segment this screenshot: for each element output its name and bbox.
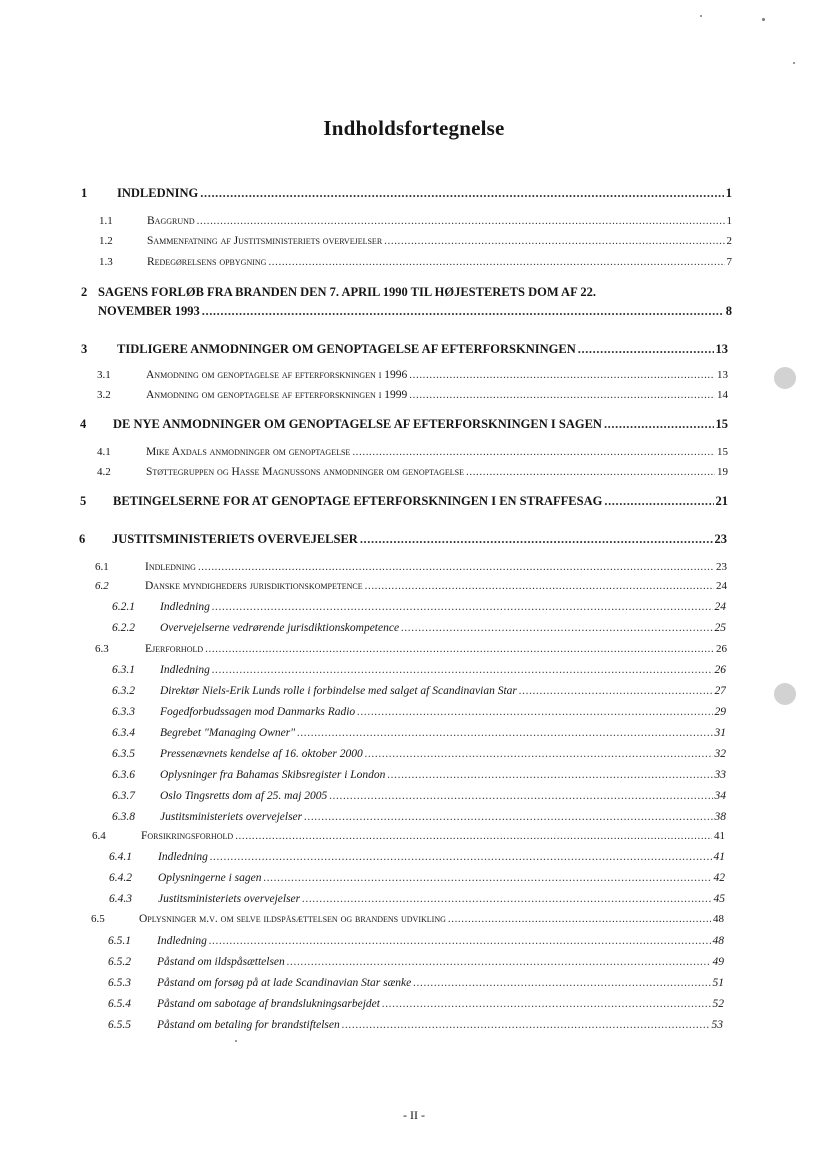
scan-speck	[793, 62, 795, 64]
toc-page: 1	[726, 215, 732, 227]
toc-page: 41	[714, 830, 725, 842]
toc-page: 25	[714, 622, 726, 634]
toc-page: 41	[713, 851, 725, 863]
leader-dots	[409, 389, 715, 401]
leader-dots	[578, 342, 714, 357]
toc-label: Justitsministeriets overvejelser	[158, 893, 301, 905]
toc-entry[interactable]	[160, 769, 726, 781]
toc-entry[interactable]	[117, 186, 732, 201]
toc-entry[interactable]	[146, 369, 728, 381]
toc-label-continuation: NOVEMBER 1993	[98, 304, 200, 318]
leader-dots	[519, 685, 713, 697]
toc-page: 33	[714, 769, 726, 781]
leader-dots	[198, 561, 714, 573]
toc-number: 1.3	[99, 256, 113, 268]
toc-entry[interactable]	[157, 956, 724, 968]
toc-entry[interactable]	[147, 256, 732, 268]
toc-label: Redegørelsens opbygning	[147, 256, 267, 268]
toc-label: Justitsministeriets overvejelser	[160, 811, 303, 823]
toc-page: 24	[714, 601, 726, 613]
toc-entry[interactable]	[160, 790, 726, 802]
toc-page: 48	[713, 913, 724, 925]
toc-label: Indledning	[160, 601, 210, 613]
scan-speck	[235, 1040, 237, 1042]
toc-entry[interactable]	[145, 561, 727, 573]
toc-label: Sammenfatning af Justitsministeriets overvejelser	[147, 235, 383, 247]
toc-number: 6.4.3	[109, 893, 132, 905]
toc-label: Oplysningerne i sagen	[158, 872, 262, 884]
toc-label: DE NYE ANMODNINGER OM GENOPTAGELSE AF EFTERFORSKNINGEN I SAGEN	[113, 417, 602, 431]
punch-hole-mark	[774, 367, 796, 389]
toc-label: Danske myndigheders jurisdiktionskompetence	[145, 580, 363, 592]
toc-page: 26	[716, 643, 727, 655]
leader-dots	[604, 417, 714, 432]
toc-number: 6.5.5	[108, 1019, 131, 1031]
toc-number: 1.2	[99, 235, 113, 247]
toc-entry[interactable]	[160, 664, 726, 676]
toc-page: 48	[712, 935, 724, 947]
toc-label: Indledning	[158, 851, 208, 863]
toc-label: Fogedforbudssagen mod Danmarks Radio	[160, 706, 356, 718]
toc-number: 6.3.7	[112, 790, 135, 802]
toc-entry[interactable]	[139, 913, 724, 925]
toc-entry[interactable]	[147, 235, 732, 247]
toc-page: 49	[712, 956, 724, 968]
toc-entry[interactable]	[160, 601, 726, 613]
toc-label: Anmodning om genoptagelse af efterforskningen i 1996	[146, 369, 408, 381]
toc-number: 3.2	[97, 389, 111, 401]
toc-page: 52	[712, 998, 724, 1010]
toc-label: TIDLIGERE ANMODNINGER OM GENOPTAGELSE AF EFTERFORSKNINGEN	[117, 342, 576, 356]
toc-label: Begrebet "Managing Owner"	[160, 727, 296, 739]
toc-page: 45	[713, 893, 725, 905]
leader-dots	[360, 532, 713, 547]
toc-label: INDLEDNING	[117, 186, 199, 200]
toc-number: 2	[81, 285, 88, 299]
toc-page: 23	[714, 532, 727, 546]
leader-dots	[401, 622, 712, 634]
scan-speck	[762, 18, 765, 21]
toc-label: Pressenævnets kendelse af 16. oktober 2000	[160, 748, 363, 760]
toc-page: 15	[715, 417, 728, 431]
toc-label: Anmodning om genoptagelse af efterforskningen i 1999	[146, 389, 408, 401]
toc-page: 7	[726, 256, 732, 268]
toc-label: Påstand om forsøg på at lade Scandinavian Star sænke	[157, 977, 412, 989]
toc-number: 6.4.1	[109, 851, 132, 863]
leader-dots	[235, 830, 712, 842]
toc-number: 4	[80, 417, 87, 431]
toc-entry[interactable]	[141, 830, 725, 842]
toc-entry[interactable]	[160, 706, 726, 718]
toc-page: 51	[712, 977, 724, 989]
toc-label: Ejerforhold	[145, 643, 204, 655]
toc-label: Overvejelserne vedrørende jurisdiktionskompetence	[160, 622, 400, 634]
toc-label: Direktør Niels-Erik Lunds rolle i forbindelse med salget af Scandinavian Star	[160, 685, 517, 697]
toc-label: Oplysninger m.v. om selve ildspåsættelsen og brandens udvikling	[139, 913, 446, 925]
leader-dots	[268, 256, 724, 268]
toc-entry[interactable]	[113, 494, 728, 509]
leader-dots	[212, 664, 713, 676]
leader-dots	[384, 235, 724, 247]
toc-entry[interactable]	[160, 748, 726, 760]
leader-dots	[302, 893, 711, 905]
leader-dots	[409, 369, 715, 381]
leader-dots	[448, 913, 711, 925]
toc-label: BETINGELSERNE FOR AT GENOPTAGE EFTERFORSKNINGEN I EN STRAFFESAG	[113, 494, 603, 508]
toc-entry[interactable]	[146, 466, 728, 478]
toc-number: 1	[81, 186, 88, 200]
toc-number: 1.1	[99, 215, 113, 227]
leader-dots	[205, 643, 714, 655]
toc-entry[interactable]	[160, 727, 726, 739]
leader-dots	[466, 466, 715, 478]
toc-label: Påstand om ildspåsættelsen	[157, 956, 285, 968]
leader-dots	[209, 935, 711, 947]
toc-number: 6.2.1	[112, 601, 135, 613]
leader-dots	[352, 446, 715, 458]
toc-page: 42	[713, 872, 725, 884]
toc-page: 15	[717, 446, 728, 458]
toc-number: 6.4.2	[109, 872, 132, 884]
toc-label: Indledning	[157, 935, 207, 947]
leader-dots	[210, 851, 712, 863]
toc-label: Påstand om sabotage af brandslukningsarbejdet	[157, 998, 380, 1010]
toc-number: 6.5.1	[108, 935, 131, 947]
toc-page: 21	[715, 494, 728, 508]
toc-number: 6.5.2	[108, 956, 131, 968]
leader-dots	[604, 494, 713, 509]
leader-dots	[297, 727, 712, 739]
toc-page: 38	[714, 811, 726, 823]
toc-entry[interactable]	[113, 417, 728, 432]
toc-label: Oslo Tingsretts dom af 25. maj 2005	[160, 790, 328, 802]
leader-dots	[387, 769, 712, 781]
toc-number: 3	[81, 342, 88, 356]
toc-entry[interactable]	[158, 893, 725, 905]
leader-dots	[200, 186, 723, 201]
toc-number: 3.1	[97, 369, 111, 381]
toc-page: 2	[726, 235, 732, 247]
leader-dots	[342, 1019, 710, 1031]
toc-entry[interactable]	[147, 215, 732, 227]
toc-page: 53	[711, 1019, 723, 1031]
toc-entry[interactable]	[158, 872, 725, 884]
toc-entry[interactable]	[98, 285, 732, 300]
toc-entry[interactable]	[117, 342, 728, 357]
toc-label: Støttegruppen og Hasse Magnussons anmodninger om genoptagelse	[146, 466, 464, 478]
toc-entry[interactable]	[160, 622, 726, 634]
toc-entry[interactable]	[158, 851, 725, 863]
toc-page: 32	[714, 748, 726, 760]
toc-page: 29	[714, 706, 726, 718]
leader-dots	[197, 215, 725, 227]
toc-page: 27	[714, 685, 726, 697]
leader-dots	[357, 706, 712, 718]
toc-label: SAGENS FORLØB FRA BRANDEN DEN 7. APRIL 1990 TIL HØJESTERETS DOM AF 22.	[98, 285, 597, 299]
toc-number: 6.3.2	[112, 685, 135, 697]
leader-dots	[287, 956, 711, 968]
toc-page: 24	[716, 580, 727, 592]
toc-entry[interactable]	[146, 446, 728, 458]
leader-dots	[365, 580, 714, 592]
toc-number: 6.4	[92, 830, 106, 842]
toc-number: 4.1	[97, 446, 111, 458]
toc-page: 13	[717, 369, 728, 381]
toc-page: 31	[714, 727, 726, 739]
toc-number: 6.3.5	[112, 748, 135, 760]
toc-entry[interactable]	[157, 1019, 723, 1031]
toc-entry[interactable]	[145, 580, 727, 592]
toc-entry[interactable]	[145, 643, 727, 655]
toc-label: Indledning	[145, 561, 196, 573]
toc-number: 6.3.8	[112, 811, 135, 823]
toc-number: 6.5	[91, 913, 105, 925]
toc-label: Oplysninger fra Bahamas Skibsregister i London	[160, 769, 386, 781]
toc-entry[interactable]	[112, 532, 727, 547]
toc-page: 13	[715, 342, 728, 356]
page-number: - II -	[403, 1108, 425, 1122]
leader-dots	[413, 977, 710, 989]
toc-entry[interactable]	[157, 998, 724, 1010]
toc-entry[interactable]	[146, 389, 728, 401]
leader-dots	[212, 601, 713, 613]
leader-dots	[202, 304, 724, 319]
toc-entry-continuation[interactable]	[98, 304, 732, 319]
toc-number: 4.2	[97, 466, 111, 478]
toc-number: 6	[79, 532, 86, 546]
punch-hole-mark	[774, 683, 796, 705]
toc-number: 6.3.6	[112, 769, 135, 781]
toc-number: 6.3.1	[112, 664, 135, 676]
toc-label: Baggrund	[147, 215, 195, 227]
toc-page: 26	[714, 664, 726, 676]
toc-number: 6.1	[95, 561, 109, 573]
toc-label: Mike Axdals anmodninger om genoptagelse	[146, 446, 351, 458]
leader-dots	[263, 872, 711, 884]
toc-entry[interactable]	[160, 811, 726, 823]
leader-dots	[304, 811, 712, 823]
toc-entry[interactable]	[160, 685, 726, 697]
toc-entry[interactable]	[157, 935, 724, 947]
toc-page: 23	[716, 561, 727, 573]
toc-page: 34	[714, 790, 726, 802]
toc-number: 5	[80, 494, 87, 508]
toc-number: 6.5.3	[108, 977, 131, 989]
toc-entry[interactable]	[157, 977, 724, 989]
leader-dots	[382, 998, 711, 1010]
toc-number: 6.2.2	[112, 622, 135, 634]
toc-label: JUSTITSMINISTERIETS OVERVEJELSER	[112, 532, 358, 546]
toc-number: 6.3.4	[112, 727, 135, 739]
scan-speck	[700, 15, 702, 17]
toc-page: 8	[725, 304, 732, 318]
toc-label: Forsikringsforhold	[141, 830, 234, 842]
toc-number: 6.3	[95, 643, 109, 655]
toc-number: 6.3.3	[112, 706, 135, 718]
toc-page: 19	[717, 466, 728, 478]
leader-dots	[365, 748, 713, 760]
toc-label: Påstand om betaling for brandstiftelsen	[157, 1019, 340, 1031]
toc-page: 14	[717, 389, 728, 401]
page-title: Indholdsfortegnelse	[323, 116, 505, 140]
toc-number: 6.5.4	[108, 998, 131, 1010]
leader-dots	[329, 790, 712, 802]
toc-page: 1	[725, 186, 732, 200]
toc-number: 6.2	[95, 580, 109, 592]
toc-label: Indledning	[160, 664, 210, 676]
